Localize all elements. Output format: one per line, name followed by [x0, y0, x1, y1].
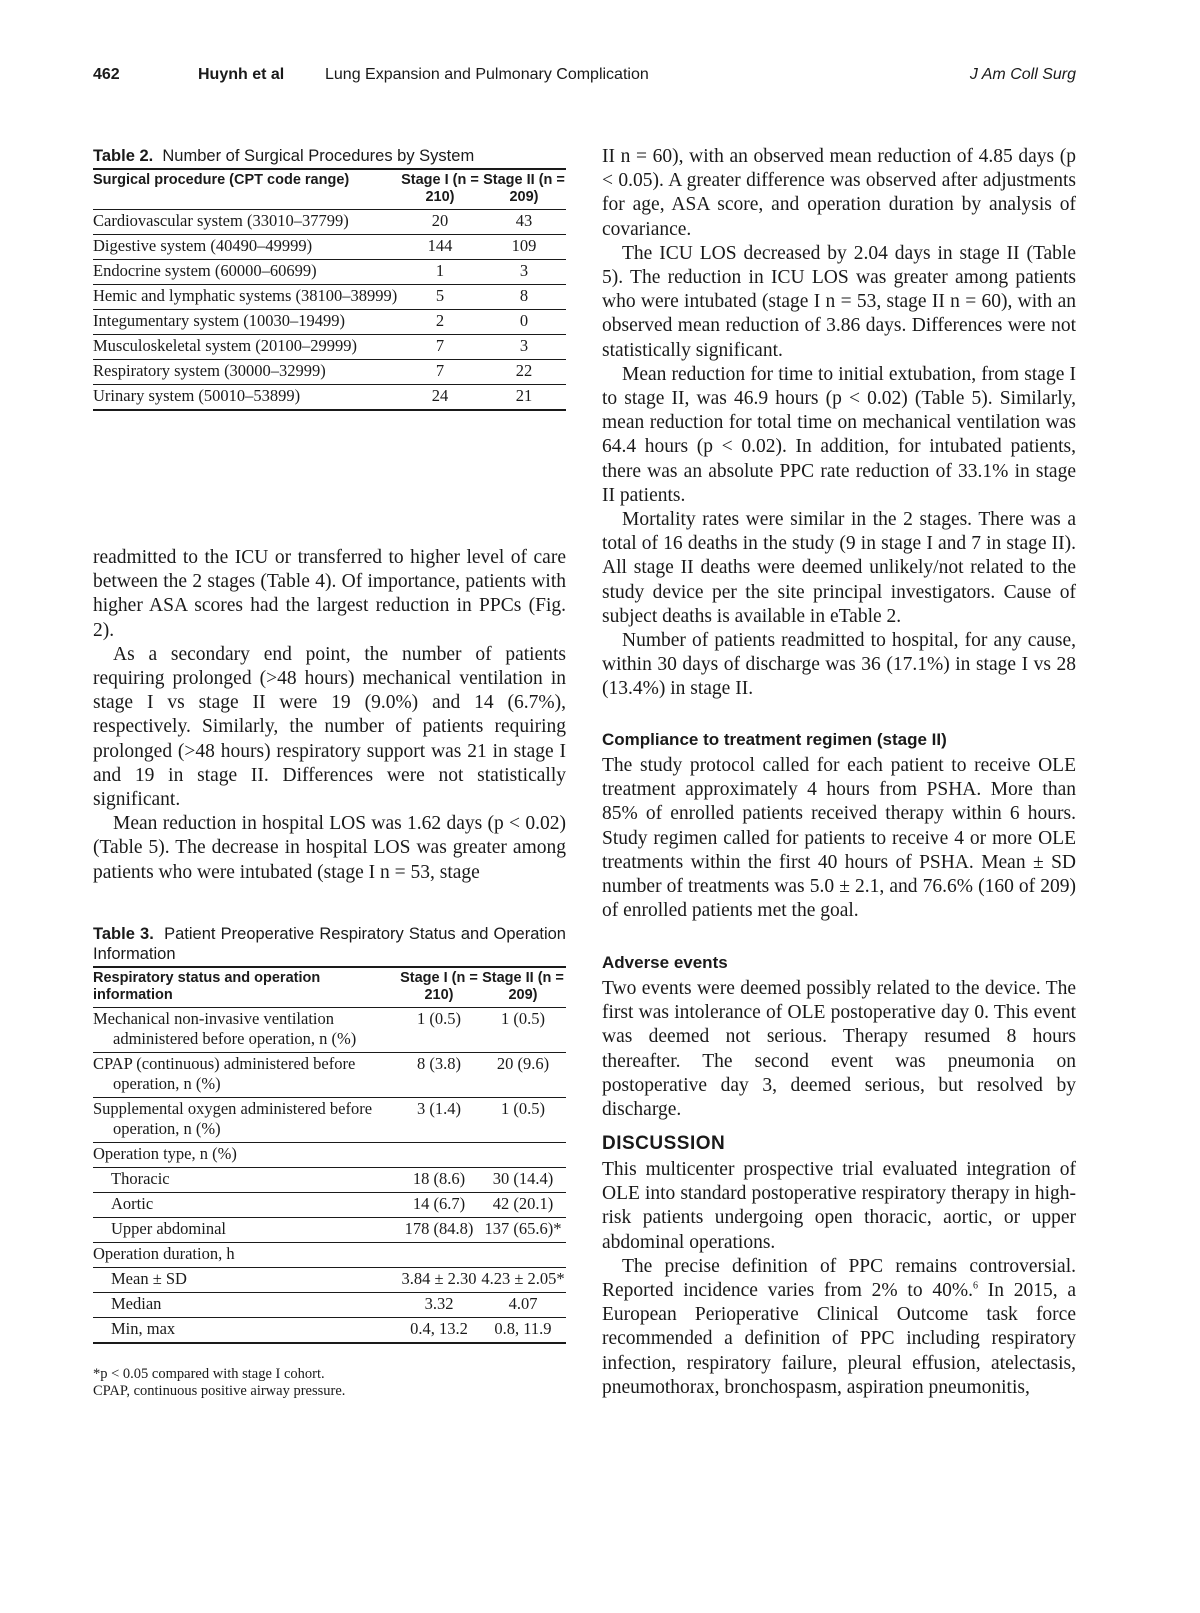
running-authors: Huynh et al: [198, 66, 285, 83]
table2-row-label: Digestive system (40490–49999): [93, 236, 313, 255]
discussion-paragraph-2: [602, 1255, 1076, 1400]
table3-cell-stage1: 178 (84.8): [404, 1219, 474, 1238]
table3-col-status: Respiratory status and operation information: [93, 970, 321, 1003]
table3-cell-stage2: 42 (20.1): [492, 1194, 554, 1213]
table3-cell-stage1: 3.84 ± 2.30: [401, 1269, 477, 1288]
discussion-paragraph-1: This multicenter prospective trial evaluated integration of OLE into standard postoperative respiratory therapy in high-risk patients undergoing open thoracic, aortic, or upper abdominal operations.: [602, 1159, 1076, 1253]
table3-cell-stage1: [398, 1243, 480, 1268]
table3-caption: [93, 924, 566, 964]
left-paragraph: readmitted to the ICU or transferred to higher level of care between the 2 stages (Table 4). Of importance, patients with higher ASA scores had the largest reduction in PPCs (Fig. 2).: [93, 547, 566, 641]
table3-cell-stage2: 20 (9.6): [496, 1054, 550, 1073]
table3-row: [93, 1168, 566, 1193]
journal-name: J Am Coll Surg: [969, 66, 1076, 83]
table2-cell-stage2: 21: [515, 386, 533, 405]
table2-cell-stage2: 43: [515, 211, 533, 230]
table3-cell-stage2: 1 (0.5): [501, 1009, 545, 1028]
table3-cell-stage2: 30 (14.4): [492, 1169, 554, 1188]
table2-header-row: [93, 169, 566, 210]
left-paragraph: As a secondary end point, the number of patients requiring prolonged (>48 hours) mechanical ventilation in stage I vs stage II were 19 (9.0%) and 14 (6.7%), respectively. Similarly, the number of patients requiring prolonged (>48 hours) respiratory support was 21 in stage I and 19 in stage II. Differences were not statistically significant.: [93, 643, 566, 811]
compliance-section: [602, 730, 1076, 923]
table2-cell-stage2: 3: [519, 336, 529, 355]
table2-cell-stage2: 22: [515, 361, 533, 380]
table2-cell-stage1: 24: [431, 386, 449, 405]
table3-row: [93, 1143, 566, 1168]
table3-footnote: *p < 0.05 compared with stage I cohort.: [93, 1366, 325, 1382]
reference-superscript[interactable]: 6: [972, 1280, 978, 1292]
table3-footnotes: [93, 1366, 566, 1400]
discussion-section: [602, 1133, 1076, 1400]
table3-cell-stage2: 4.23 ± 2.05*: [481, 1269, 565, 1288]
table3-row-label: Thoracic: [111, 1169, 170, 1188]
table3-row: [93, 1053, 566, 1098]
table3-cell-stage2: 137 (65.6)*: [484, 1219, 562, 1238]
table3-cell-stage1: [398, 1143, 480, 1168]
table3-row-label: Operation type, n (%): [93, 1144, 237, 1163]
table2-row-label: Cardiovascular system (33010–37799): [93, 211, 349, 230]
table2-row-label: Integumentary system (10030–19499): [93, 311, 346, 330]
table3-row-label: Mean ± SD: [111, 1269, 187, 1288]
table2-col-stage2: Stage II (n = 209): [483, 172, 565, 205]
table2-row: [93, 385, 566, 411]
table2-row: [93, 210, 566, 235]
table2-row: [93, 235, 566, 260]
table2-cell-stage1: 2: [435, 311, 445, 330]
table3-footnote: CPAP, continuous positive airway pressure.: [93, 1383, 346, 1399]
table3-row-label: Mechanical non-invasive ventilation administered before operation, n (%): [93, 1009, 357, 1048]
table3-col-stage2: Stage II (n = 209): [482, 970, 564, 1003]
table2-row-label: Respiratory system (30000–32999): [93, 361, 326, 380]
right-paragraph: The ICU LOS decreased by 2.04 days in stage II (Table 5). The reduction in ICU LOS was greater among patients who were intubated (stage I n = 53, stage II n = 60), with an observed mean reduction of 3.86 days. Differences were not statistically significant.: [602, 242, 1076, 361]
table2-col-procedure: Surgical procedure (CPT code range): [93, 172, 350, 188]
table2-cell-stage2: 109: [511, 236, 537, 255]
table2-row-label: Urinary system (50010–53899): [93, 386, 301, 405]
table3-row: [93, 1008, 566, 1053]
table2-cell-stage1: 144: [427, 236, 453, 255]
table2-cell-stage1: 7: [435, 336, 445, 355]
discussion-text-b: In 2015, a European Perioperative Clinical Outcome task force recommended a definition of PPC including respiratory infection, respiratory failure, pleural effusion, atelectasis, pneumothorax, bronchospasm, aspiration pneumonitis,: [602, 1280, 1076, 1398]
table2-cell-stage2: 0: [519, 311, 529, 330]
discussion-text-a: The precise definition of PPC remains controversial. Reported incidence varies from 2% to 40%.: [602, 1255, 1076, 1302]
table3-cell-stage2: 4.07: [508, 1294, 538, 1313]
table2-row-label: Musculoskeletal system (20100–29999): [93, 336, 357, 355]
table3-cell-stage2: 0.8, 11.9: [494, 1319, 552, 1338]
right-paragraph: II n = 60), with an observed mean reduction of 4.85 days (p < 0.05). A greater difference was observed after adjustments for age, ASA score, and operation duration by analysis of covariance.: [602, 146, 1076, 240]
compliance-text: The study protocol called for each patient to receive OLE treatment approximately 4 hours from PSHA. More than 85% of enrolled patients received therapy within 6 hours. Study regimen called for patients to receive 4 or more OLE treatments within the first 40 hours of PSHA. Mean ± SD number of treatments was 5.0 ± 2.1, and 76.6% (160 of 209) of enrolled patients met the goal.: [602, 755, 1076, 922]
right-paragraph: Mortality rates were similar in the 2 stages. There was a total of 16 deaths in the study (9 in stage I and 7 in stage II). All stage II deaths were deemed unlikely/not related to the study device per the site principal investigators. Cause of subject deaths is available in eTable 2.: [602, 509, 1076, 627]
table3: [93, 966, 566, 1344]
table3-row-label: Min, max: [111, 1319, 176, 1338]
table3-label: Table 3.: [93, 925, 154, 943]
left-body-text: [93, 546, 566, 885]
adverse-events-text: Two events were deemed possibly related to the device. The first was intolerance of OLE postoperative day 0. This event was deemed not serious. Therapy resumed 8 hours thereafter. The second event was pneumonia on postoperative day 3, deemed serious, but resolved by discharge.: [602, 978, 1076, 1121]
table2-caption: [93, 146, 566, 166]
adverse-events-section: [602, 953, 1076, 1122]
table3-header-row: [93, 967, 566, 1008]
table2-cell-stage1: 5: [435, 286, 445, 305]
table3-row-label: CPAP (continuous) administered before operation, n (%): [93, 1054, 356, 1093]
table2-row: [93, 360, 566, 385]
right-paragraph: Mean reduction for time to initial extubation, from stage I to stage II, was 46.9 hours (p < 0.02) (Table 5). Similarly, mean reduction for total time on mechanical ventilation was 64.4 hours (p < 0.02). In addition, for intubated patients, there was an absolute PPC rate reduction of 33.1% in stage II patients.: [602, 363, 1076, 506]
table2-cell-stage1: 7: [435, 361, 445, 380]
table3-cell-stage1: 8 (3.8): [417, 1054, 461, 1073]
compliance-heading: Compliance to treatment regimen (stage II): [602, 730, 947, 749]
table3-title: Patient Preoperative Respiratory Status and Operation Information: [93, 925, 566, 963]
table2-cell-stage2: 8: [519, 286, 529, 305]
table2-row: [93, 260, 566, 285]
table3-row-label: Aortic: [111, 1194, 154, 1213]
table3-row: [93, 1218, 566, 1243]
table3-cell-stage2: [480, 1143, 566, 1168]
table3-cell-stage1: 18 (8.6): [412, 1169, 466, 1188]
table2-cell-stage1: 20: [431, 211, 449, 230]
right-paragraph: Number of patients readmitted to hospital, for any cause, within 30 days of discharge was 36 (17.1%) in stage I vs 28 (13.4%) in stage II.: [602, 630, 1076, 700]
table3-row-label: Upper abdominal: [111, 1219, 227, 1238]
discussion-heading: DISCUSSION: [602, 1133, 726, 1154]
table3-cell-stage2: [480, 1243, 566, 1268]
table2-label: Table 2.: [93, 147, 154, 165]
table2-cell-stage1: 1: [435, 261, 445, 280]
table2-row-label: Hemic and lymphatic systems (38100–38999): [93, 286, 398, 305]
table3-row: [93, 1268, 566, 1293]
table3-row: [93, 1243, 566, 1268]
table2-col-stage1: Stage I (n = 210): [401, 172, 479, 205]
page-number: 462: [93, 66, 120, 83]
table2-cell-stage2: 3: [519, 261, 529, 280]
table3-cell-stage2: 1 (0.5): [501, 1099, 545, 1118]
table2-row: [93, 335, 566, 360]
table3-row: [93, 1318, 566, 1344]
running-header: [93, 66, 1076, 90]
table3-row-label: Median: [111, 1294, 162, 1313]
table2-row-label: Endocrine system (60000–60699): [93, 261, 317, 280]
table3-row: [93, 1193, 566, 1218]
table3-cell-stage1: 14 (6.7): [412, 1194, 466, 1213]
adverse-events-heading: Adverse events: [602, 953, 728, 972]
table3-col-stage1: Stage I (n = 210): [400, 970, 478, 1003]
table3-cell-stage1: 3 (1.4): [417, 1099, 461, 1118]
right-body-text: [602, 145, 1076, 702]
table3-cell-stage1: 3.32: [424, 1294, 454, 1313]
table3-row-label: Supplemental oxygen administered before operation, n (%): [93, 1099, 373, 1138]
table3-row: [93, 1098, 566, 1143]
running-title: Lung Expansion and Pulmonary Complication: [325, 66, 649, 83]
table2-title: Number of Surgical Procedures by System: [162, 147, 475, 165]
table3-row: [93, 1293, 566, 1318]
table3-cell-stage1: 0.4, 13.2: [410, 1319, 468, 1338]
table2-row: [93, 285, 566, 310]
table3-row-label: Operation duration, h: [93, 1244, 235, 1263]
left-paragraph: Mean reduction in hospital LOS was 1.62 days (p < 0.02) (Table 5). The decrease in hospital LOS was greater among patients who were intubated (stage I n = 53, stage: [93, 813, 566, 883]
table2-row: [93, 310, 566, 335]
table2: [93, 168, 566, 411]
table3-cell-stage1: 1 (0.5): [417, 1009, 461, 1028]
